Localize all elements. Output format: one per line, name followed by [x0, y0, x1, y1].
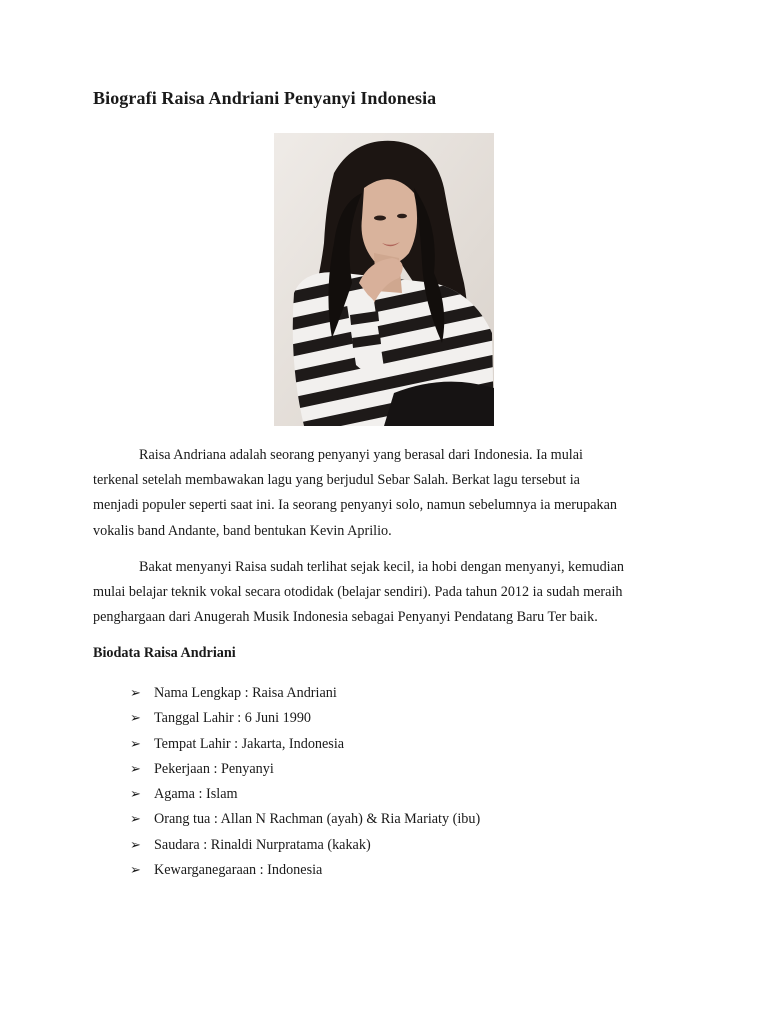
list-item	[130, 705, 480, 730]
paragraph-intro	[93, 443, 673, 544]
list-item	[130, 781, 480, 806]
paragraph-line: vokalis band Andante, band bentukan Kevin Aprilio.	[93, 522, 392, 539]
list-item	[130, 731, 480, 756]
arrow-bullet-icon: ➢	[130, 836, 141, 852]
paragraph-line: Bakat menyanyi Raisa sudah terlihat sejak kecil, ia hobi dengan menyanyi, kemudian	[139, 559, 624, 575]
paragraph-line: menjadi populer seperti saat ini. Ia seorang penyanyi solo, namun sebelumnya ia merupakan	[93, 497, 617, 514]
list-item	[130, 756, 480, 781]
list-item-text: Orang tua : Allan N Rachman (ayah) & Ria Mariaty (ibu)	[154, 811, 481, 828]
arrow-bullet-icon: ➢	[130, 685, 141, 700]
arrow-bullet-icon: ➢	[130, 760, 141, 776]
paragraph-line: Raisa Andriana adalah seorang penyanyi yang berasal dari Indonesia. Ia mulai	[139, 447, 583, 463]
list-item-text: Pekerjaan : Penyanyi	[154, 760, 274, 777]
list-item-text: Agama : Islam	[154, 786, 238, 803]
list-item	[130, 806, 480, 831]
paragraph-talent	[93, 555, 673, 631]
paragraph-line: terkenal setelah membawakan lagu yang berjudul Sebar Salah. Berkat lagu tersebut ia	[93, 472, 580, 489]
list-item-text: Tempat Lahir : Jakarta, Indonesia	[154, 735, 345, 752]
list-item	[130, 832, 480, 857]
arrow-bullet-icon: ➢	[130, 710, 141, 726]
list-item-text: Kewarganegaraan : Indonesia	[154, 862, 323, 879]
arrow-bullet-icon: ➢	[130, 735, 141, 751]
arrow-bullet-icon: ➢	[130, 811, 141, 827]
arrow-bullet-icon: ➢	[130, 786, 141, 802]
list-item-text: Saudara : Rinaldi Nurpratama (kakak)	[154, 836, 371, 853]
arrow-bullet-icon: ➢	[130, 862, 141, 878]
page-title: Biografi Raisa Andriani Penyanyi Indonesia	[93, 88, 437, 108]
list-item	[130, 680, 480, 705]
paragraph-line: penghargaan dari Anugerah Musik Indonesia sebagai Penyanyi Pendatang Baru Ter baik.	[93, 609, 598, 626]
list-item-text: Nama Lengkap : Raisa Andriani	[154, 685, 337, 701]
biodata-heading: Biodata Raisa Andriani	[93, 645, 236, 661]
portrait-photo	[274, 133, 494, 426]
list-item	[130, 857, 480, 882]
biodata-list	[130, 680, 480, 882]
paragraph-line: mulai belajar teknik vokal secara otodidak (belajar sendiri). Pada tahun 2012 ia sudah meraih	[93, 584, 623, 601]
list-item-text: Tanggal Lahir : 6 Juni 1990	[154, 710, 312, 727]
